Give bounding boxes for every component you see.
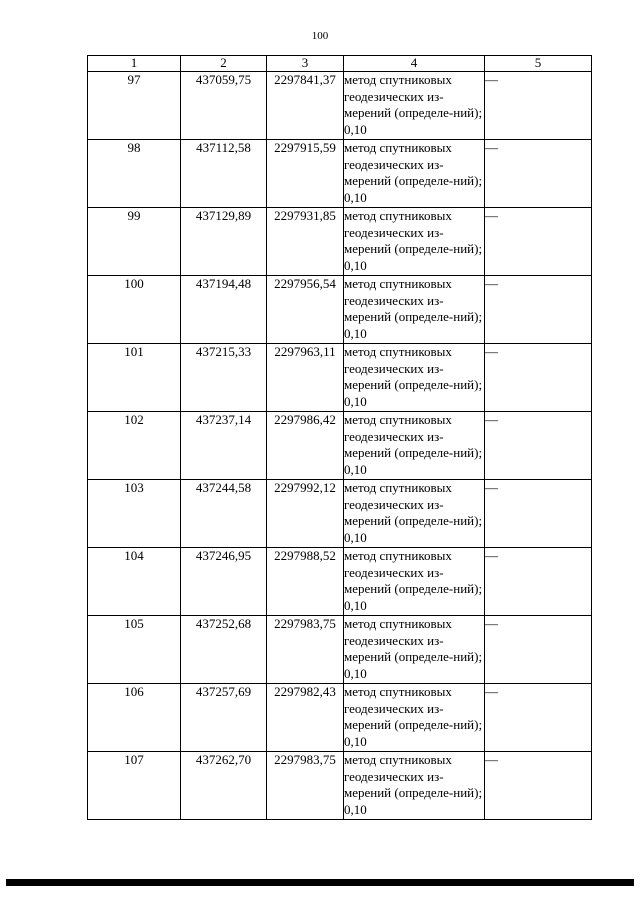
point-number-cell: 98 [88,140,181,208]
method-cell: метод спутниковых геодезических из-мерений (определе-ний); 0,10 [344,276,485,344]
table-row [88,72,592,140]
note-cell: — [485,344,592,412]
y-coordinate-cell: 2297982,43 [267,684,344,752]
x-coordinate-cell: 437252,68 [181,616,267,684]
column-header-3: 3 [267,56,344,72]
note-cell: — [485,616,592,684]
x-coordinate-cell: 437262,70 [181,752,267,820]
note-cell: — [485,752,592,820]
y-coordinate-cell: 2297992,12 [267,480,344,548]
table-row [88,276,592,344]
table-row [88,684,592,752]
point-number-cell: 104 [88,548,181,616]
y-coordinate-cell: 2297988,52 [267,548,344,616]
note-cell: — [485,412,592,480]
point-number-cell: 100 [88,276,181,344]
table-row [88,548,592,616]
column-header-4: 4 [344,56,485,72]
note-cell: — [485,208,592,276]
table-row [88,208,592,276]
table-row [88,480,592,548]
x-coordinate-cell: 437244,58 [181,480,267,548]
y-coordinate-cell: 2297983,75 [267,752,344,820]
method-cell: метод спутниковых геодезических из-мерений (определе-ний); 0,10 [344,72,485,140]
column-header-5: 5 [485,56,592,72]
note-cell: — [485,480,592,548]
note-cell: — [485,72,592,140]
point-number-cell: 103 [88,480,181,548]
table-header-row [88,56,592,72]
point-number-cell: 107 [88,752,181,820]
method-cell: метод спутниковых геодезических из-мерений (определе-ний); 0,10 [344,548,485,616]
table-row [88,616,592,684]
point-number-cell: 97 [88,72,181,140]
point-number-cell: 105 [88,616,181,684]
x-coordinate-cell: 437129,89 [181,208,267,276]
x-coordinate-cell: 437237,14 [181,412,267,480]
note-cell: — [485,684,592,752]
point-number-cell: 99 [88,208,181,276]
y-coordinate-cell: 2297983,75 [267,616,344,684]
coordinates-table [87,55,592,820]
column-header-2: 2 [181,56,267,72]
table-body [88,72,592,820]
note-cell: — [485,548,592,616]
table-row [88,344,592,412]
page-number: 100 [311,30,329,42]
x-coordinate-cell: 437194,48 [181,276,267,344]
x-coordinate-cell: 437059,75 [181,72,267,140]
x-coordinate-cell: 437257,69 [181,684,267,752]
column-header-1: 1 [88,56,181,72]
method-cell: метод спутниковых геодезических из-мерений (определе-ний); 0,10 [344,208,485,276]
x-coordinate-cell: 437112,58 [181,140,267,208]
point-number-cell: 102 [88,412,181,480]
x-coordinate-cell: 437246,95 [181,548,267,616]
bottom-rule [6,879,634,886]
method-cell: метод спутниковых геодезических из-мерений (определе-ний); 0,10 [344,140,485,208]
y-coordinate-cell: 2297841,37 [267,72,344,140]
point-number-cell: 106 [88,684,181,752]
method-cell: метод спутниковых геодезических из-мерений (определе-ний); 0,10 [344,480,485,548]
method-cell: метод спутниковых геодезических из-мерений (определе-ний); 0,10 [344,344,485,412]
note-cell: — [485,276,592,344]
table-row [88,412,592,480]
y-coordinate-cell: 2297956,54 [267,276,344,344]
method-cell: метод спутниковых геодезических из-мерений (определе-ний); 0,10 [344,684,485,752]
x-coordinate-cell: 437215,33 [181,344,267,412]
note-cell: — [485,140,592,208]
y-coordinate-cell: 2297915,59 [267,140,344,208]
y-coordinate-cell: 2297963,11 [267,344,344,412]
table-row [88,140,592,208]
method-cell: метод спутниковых геодезических из-мерений (определе-ний); 0,10 [344,616,485,684]
y-coordinate-cell: 2297986,42 [267,412,344,480]
method-cell: метод спутниковых геодезических из-мерений (определе-ний); 0,10 [344,752,485,820]
table-row [88,752,592,820]
point-number-cell: 101 [88,344,181,412]
method-cell: метод спутниковых геодезических из-мерений (определе-ний); 0,10 [344,412,485,480]
y-coordinate-cell: 2297931,85 [267,208,344,276]
